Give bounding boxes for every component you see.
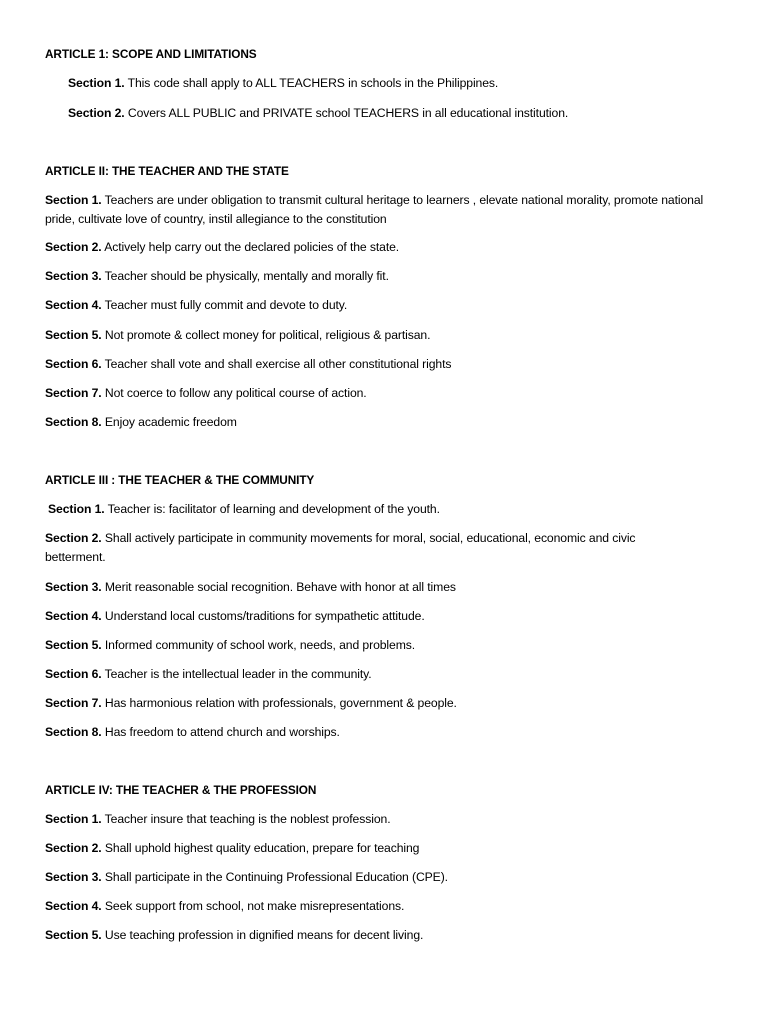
section-label: Section 1.: [68, 76, 125, 90]
article-4-section-1: [45, 810, 725, 829]
article-3-section-5: [45, 636, 725, 655]
section-label: Section 1.: [45, 193, 102, 207]
article-2-section-6: [45, 355, 725, 374]
section-label: Section 4.: [45, 609, 102, 623]
article-4-section-4: [45, 897, 725, 916]
section-label: Section 7.: [45, 386, 102, 400]
section-label: Section 3.: [45, 580, 102, 594]
article-3-heading: ARTICLE III : THE TEACHER & THE COMMUNITY: [45, 473, 315, 487]
section-label: Section 6.: [45, 357, 102, 371]
section-label: Section 3.: [45, 870, 102, 884]
section-text: Seek support from school, not make misrepresentations.: [104, 899, 405, 913]
article-3-section-3: [45, 578, 725, 597]
article-2-section-1: [45, 191, 720, 228]
section-label: Section 4.: [45, 298, 102, 312]
article-1-heading: ARTICLE 1: SCOPE AND LIMITATIONS: [45, 47, 257, 61]
section-label: Section 2.: [68, 106, 125, 120]
article-4-section-3: [45, 868, 725, 887]
section-text: Informed community of school work, needs, and problems.: [104, 638, 416, 652]
article-1-section-1: [68, 74, 748, 93]
section-label: Section 6.: [45, 667, 102, 681]
section-text: Has freedom to attend church and worships.: [104, 725, 340, 739]
section-label: Section 5.: [45, 928, 102, 942]
article-3-section-8: [45, 723, 725, 742]
section-text: Actively help carry out the declared policies of the state.: [104, 240, 400, 254]
section-label: Section 5.: [45, 638, 102, 652]
section-label: Section 5.: [45, 328, 102, 342]
article-3-section-2: [45, 529, 695, 566]
section-label: Section 1.: [45, 812, 102, 826]
section-label: Section 2.: [45, 531, 102, 545]
article-3-section-7: [45, 694, 725, 713]
section-text: Shall uphold highest quality education, prepare for teaching: [104, 841, 420, 855]
section-text: Use teaching profession in dignified means for decent living.: [104, 928, 424, 942]
section-label: Section 8.: [45, 415, 102, 429]
section-text: Merit reasonable social recognition. Behave with honor at all times: [104, 580, 456, 594]
article-2-heading: ARTICLE II: THE TEACHER AND THE STATE: [45, 164, 289, 178]
section-text: Teacher is: facilitator of learning and development of the youth.: [107, 502, 440, 516]
section-text: Teacher should be physically, mentally and morally fit.: [104, 269, 389, 283]
article-2-section-8: [45, 413, 725, 432]
section-text: Teacher must fully commit and devote to duty.: [104, 298, 348, 312]
section-text: Enjoy academic freedom: [104, 415, 237, 429]
section-text: Shall actively participate in community movements for moral, social, educational, economic and civic betterment.: [45, 531, 636, 564]
section-text: Teacher insure that teaching is the noblest profession.: [104, 812, 391, 826]
section-text: Understand local customs/traditions for sympathetic attitude.: [104, 609, 425, 623]
section-label: Section 7.: [45, 696, 102, 710]
section-label: Section 2.: [45, 240, 102, 254]
article-3-section-6: [45, 665, 725, 684]
article-2-section-5: [45, 326, 725, 345]
article-4-section-5: [45, 926, 725, 945]
article-3-section-1: [48, 500, 728, 519]
section-text: Teacher is the intellectual leader in the community.: [104, 667, 372, 681]
article-4-section-2: [45, 839, 725, 858]
section-label: Section 3.: [45, 269, 102, 283]
article-2-section-2: [45, 238, 725, 257]
section-text: Teachers are under obligation to transmit cultural heritage to learners , elevate national morality, promote national pride, cultivate love of country, instil allegiance to the constitution: [45, 193, 704, 226]
article-2-section-4: [45, 296, 725, 315]
section-text: Teacher shall vote and shall exercise all other constitutional rights: [104, 357, 452, 371]
section-text: Not promote & collect money for political, religious & partisan.: [104, 328, 431, 342]
section-text: Shall participate in the Continuing Professional Education (CPE).: [104, 870, 448, 884]
section-text: Not coerce to follow any political course of action.: [104, 386, 367, 400]
article-3-section-4: [45, 607, 725, 626]
article-2-section-7: [45, 384, 725, 403]
section-text: Has harmonious relation with professionals, government & people.: [104, 696, 457, 710]
section-label: Section 2.: [45, 841, 102, 855]
section-label: Section 1.: [48, 502, 105, 516]
section-label: Section 8.: [45, 725, 102, 739]
section-label: Section 4.: [45, 899, 102, 913]
article-2-section-3: [45, 267, 725, 286]
section-text: This code shall apply to ALL TEACHERS in schools in the Philippines.: [127, 76, 499, 90]
article-1-section-2: [68, 104, 748, 123]
article-4-heading: ARTICLE IV: THE TEACHER & THE PROFESSION: [45, 783, 317, 797]
section-text: Covers ALL PUBLIC and PRIVATE school TEACHERS in all educational institution.: [127, 106, 569, 120]
